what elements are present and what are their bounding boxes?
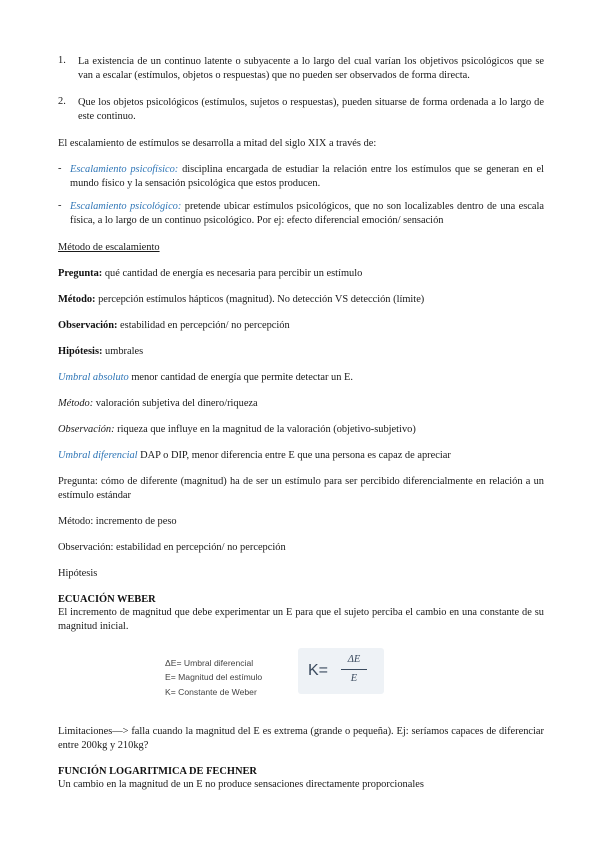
weber-paragraph: El incremento de magnitud que debe experimentar un E para que el sujeto perciba el cambio en una constante de su magnitud inicial.	[58, 607, 544, 633]
method-title	[58, 241, 544, 255]
bullet-psicofisico	[70, 163, 544, 191]
bullet-dash-1: -	[58, 163, 62, 174]
hipotesis3-line: Hipótesis	[58, 568, 98, 579]
legend-k: K= Constante de Weber	[165, 686, 257, 697]
umbral-diferencial-line	[58, 449, 544, 463]
metodo-text: percepción estímulos hápticos (magnitud). No detección VS detección (límite)	[95, 294, 425, 305]
hipotesis-text: umbrales	[102, 346, 144, 357]
list-item-2: Que los objetos psicológicos (estímulos, sujetos o respuestas), pueden situarse de forma ordenada a lo largo de este continuo.	[78, 97, 544, 123]
observacion2-label: Observación:	[58, 424, 115, 435]
formula-numerator: ΔE	[347, 654, 361, 665]
limitaciones-paragraph: Limitaciones—> falla cuando la magnitud del E es extrema (grande o pequeña). Ej: seríamos capaces de diferenciar entre 200kg y 210kg?	[58, 726, 544, 752]
method-title-text: Método de escalamiento	[58, 242, 160, 253]
formula-k: K=	[308, 662, 329, 679]
formula-denominator: E	[350, 673, 358, 684]
observacion2-text: riqueza que influye en la magnitud de la valoración (objetivo-subjetivo)	[114, 424, 416, 435]
observacion-text: estabilidad en percepción/ no percepción	[117, 320, 290, 331]
umbral-diferencial-term: Umbral diferencial	[58, 450, 138, 461]
legend-delta-e: ΔE= Umbral diferencial	[165, 658, 254, 668]
list-number-1: 1.	[58, 55, 66, 66]
umbral-absoluto-text: menor cantidad de energía que permite detectar un E.	[128, 372, 353, 383]
list-item-1: La existencia de un continuo latente o subyacente a lo largo del cual varían los objetivos psicológicos que se van a escalar (estímulos, objetos o respuestas) que no pueden ser observados de forma directa.	[78, 56, 544, 82]
observacion-line	[58, 319, 544, 333]
observacion3-line: Observación: estabilidad en percepción/ no percepción	[58, 542, 286, 553]
weber-heading: ECUACIÓN WEBER	[58, 594, 156, 605]
metodo-label: Método:	[58, 294, 96, 305]
bullet-psicofisico-text: disciplina encargada de estudiar la relación entre los estímulos que se generan en el mundo físico y la sensación psicológica que estos producen.	[70, 164, 544, 190]
metodo-line	[58, 293, 544, 307]
umbral-absoluto-line	[58, 371, 544, 385]
pregunta-text: qué cantidad de energía es necesaria para percibir un estímulo	[102, 268, 363, 279]
weber-formula	[298, 648, 384, 694]
legend-e: E= Magnitud del estímulo	[165, 672, 263, 683]
formula-fraction	[341, 653, 367, 686]
intro-paragraph: El escalamiento de estímulos se desarrolla a mitad del siglo XIX a través de:	[58, 138, 377, 149]
list-number-2: 2.	[58, 96, 66, 107]
observacion2-line	[58, 423, 544, 437]
bullet-psicologico-text: pretende ubicar estímulos psicológicos, que no son localizables dentro de una escala física, a lo largo de un continuo psicológico. Por ej: efecto diferencial emoción/ sensación	[70, 201, 544, 227]
metodo3-line: Método: incremento de peso	[58, 516, 177, 527]
fechner-heading: FUNCIÓN LOGARITMICA DE FECHNER	[58, 766, 257, 777]
metodo2-line	[58, 397, 544, 411]
bullet-dash-2: -	[58, 200, 62, 211]
fechner-paragraph: Un cambio en la magnitud de un E no produce sensaciones directamente proporcionales	[58, 779, 424, 790]
pregunta-line	[58, 267, 544, 281]
umbral-absoluto-term: Umbral absoluto	[58, 372, 129, 383]
hipotesis-label: Hipótesis:	[58, 346, 103, 357]
pregunta-label: Pregunta:	[58, 268, 103, 279]
umbral-diferencial-text: DAP o DIP, menor diferencia entre E que una persona es capaz de apreciar	[137, 450, 451, 461]
weber-legend	[165, 656, 262, 699]
observacion-label: Observación:	[58, 320, 118, 331]
bullet-psicologico	[70, 200, 544, 228]
metodo2-text: valoración subjetiva del dinero/riqueza	[93, 398, 258, 409]
term-psicofisico: Escalamiento psicofísico:	[70, 164, 179, 175]
term-psicologico: Escalamiento psicológico:	[70, 201, 182, 212]
hipotesis-line	[58, 345, 544, 359]
pregunta3-paragraph: Pregunta: cómo de diferente (magnitud) ha de ser un estímulo para ser percibido diferencialmente en relación a un estímulo estándar	[58, 476, 544, 502]
fraction-bar	[341, 669, 367, 670]
metodo2-label: Método:	[58, 398, 94, 409]
